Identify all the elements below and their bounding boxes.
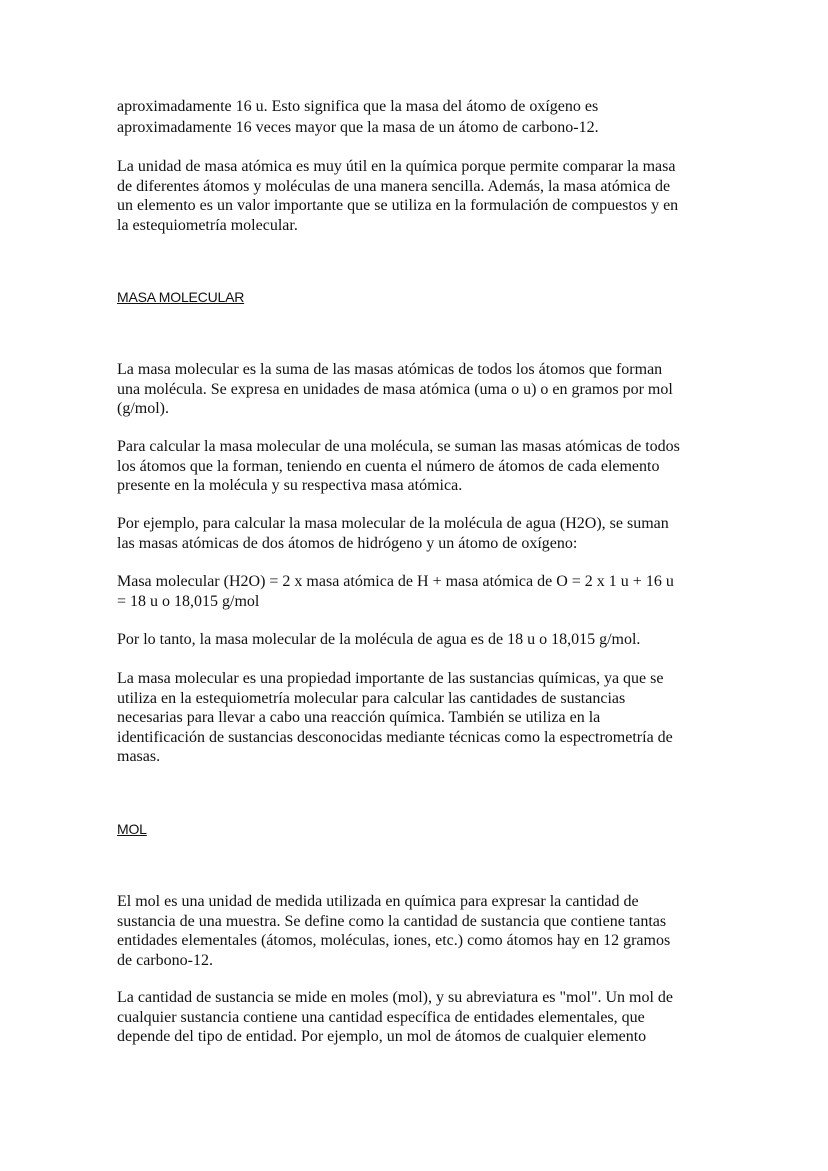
paragraph bbox=[117, 97, 599, 138]
text-line: El mol es una unidad de medida utilizada en química para expresar la cantidad de bbox=[117, 893, 639, 910]
text-line: un elemento es un valor importante que se utiliza en la formulación de compuestos y en bbox=[117, 197, 679, 214]
text-line: aproximadamente 16 u. Esto significa que la masa del átomo de oxígeno es bbox=[117, 98, 599, 115]
paragraph bbox=[117, 360, 673, 419]
paragraph bbox=[117, 892, 670, 970]
text-line: = 18 u o 18,015 g/mol bbox=[117, 592, 260, 610]
text-line: la estequiometría molecular. bbox=[117, 216, 298, 234]
text-line: La cantidad de sustancia se mide en moles (mol), y su abreviatura es "mol". Un mol de bbox=[117, 989, 674, 1006]
text-line: (g/mol). bbox=[117, 400, 169, 417]
text-line: los átomos que la forman, teniendo en cuenta el número de átomos de cada elemento bbox=[117, 457, 660, 475]
text-line: una molécula. Se expresa en unidades de masa atómica (uma o u) o en gramos por mol bbox=[117, 380, 673, 398]
text-line: entidades elementales (átomos, moléculas, iones, etc.) como átomos hay en 12 gramos bbox=[117, 932, 671, 949]
paragraph bbox=[117, 437, 680, 496]
paragraph bbox=[117, 630, 640, 650]
text-line: La unidad de masa atómica es muy útil en la química porque permite comparar la masa bbox=[117, 158, 676, 175]
text-line: Por ejemplo, para calcular la masa molecular de la molécula de agua (H2O), se suman bbox=[117, 515, 669, 532]
text-line: cualquier sustancia contiene una cantidad específica de entidades elementales, que bbox=[117, 1008, 645, 1026]
text-line: aproximadamente 16 veces mayor que la masa de un átomo de carbono-12. bbox=[117, 119, 599, 136]
text-line: La masa molecular es una propiedad importante de las sustancias químicas, ya que se bbox=[117, 670, 664, 687]
paragraph bbox=[117, 514, 669, 553]
text-line: depende del tipo de entidad. Por ejemplo, un mol de átomos de cualquier elemento bbox=[117, 1028, 647, 1045]
paragraph bbox=[117, 157, 678, 235]
text-line: identificación de sustancias desconocidas mediante técnicas como la espectrometría de bbox=[117, 728, 673, 746]
text-line: presente en la molécula y su respectiva masa atómica. bbox=[117, 477, 463, 494]
text-line: utiliza en la estequiometría molecular para calcular las cantidades de sustancias bbox=[117, 689, 626, 707]
text-line: La masa molecular es la suma de las masas atómicas de todos los átomos que forman bbox=[117, 361, 663, 378]
text-line: las masas atómicas de dos átomos de hidrógeno y un átomo de oxígeno: bbox=[117, 534, 578, 552]
text-line: Masa molecular (H2O) = 2 x masa atómica de H + masa atómica de O = 2 x 1 u + 16 u bbox=[117, 573, 674, 590]
text-line: masas. bbox=[117, 748, 161, 765]
text-line: necesarias para llevar a cabo una reacción química. También se utiliza en la bbox=[117, 709, 601, 726]
text-line: Para calcular la masa molecular de una molécula, se suman las masas atómicas de todos bbox=[117, 438, 680, 455]
paragraph bbox=[117, 572, 674, 611]
section-heading: MASA MOLECULAR bbox=[117, 289, 245, 305]
section-heading: MOL bbox=[117, 821, 147, 837]
text-line: sustancia de una muestra. Se define como la cantidad de sustancia que contiene tantas bbox=[117, 912, 667, 930]
text-line: Por lo tanto, la masa molecular de la molécula de agua es de 18 u o 18,015 g/mol. bbox=[117, 631, 641, 648]
paragraph bbox=[117, 988, 673, 1047]
paragraph bbox=[117, 669, 673, 767]
text-line: de carbono-12. bbox=[117, 951, 213, 969]
text-line: de diferentes átomos y moléculas de una manera sencilla. Además, la masa atómica de bbox=[117, 177, 671, 195]
